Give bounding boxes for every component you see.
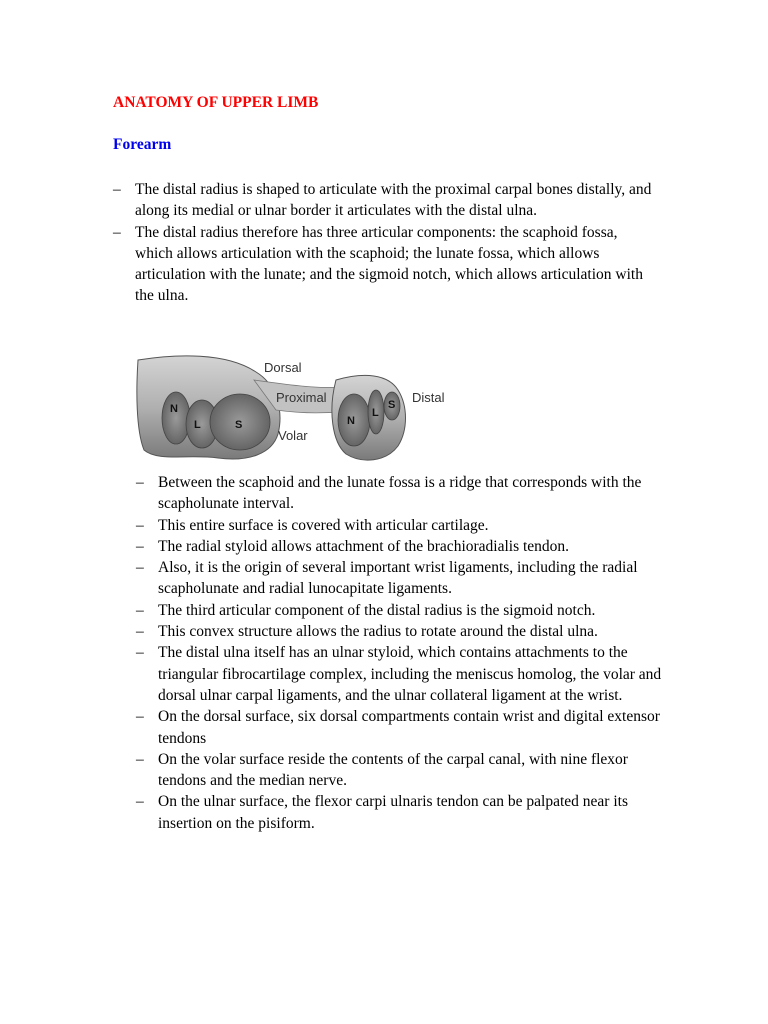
bullet-text: The third articular component of the distal radius is the sigmoid notch. [158,601,596,619]
bullet-item [136,642,666,706]
bullet-item [136,749,666,792]
bullet-dash: – [136,559,144,577]
page-title: ANATOMY OF UPPER LIMB [113,94,319,111]
bone-illustration [136,350,452,468]
label-volar: Volar [278,428,308,443]
section-heading-forearm: Forearm [113,136,172,153]
bullet-item [136,515,666,536]
bullet-dash: – [136,623,144,641]
bullet-dash: – [136,474,144,491]
bullet-item [136,600,666,621]
bullet-text: The radial styloid allows attachment of the brachioradialis tendon. [158,537,570,555]
bullet-text: The distal radius is shaped to articulate with the proximal carpal bones distally, and along its medial or ulnar border it articulates with the distal ulna. [135,181,652,220]
bullet-text: The distal radius therefore has three articular components: the scaphoid fossa, which allows articulation with the scaphoid; the lunate fossa, which allows articulation with the lunate; and the sigmoid notch, which allows articulation with the ulna. [135,223,643,305]
right-letter-l: L [372,407,379,419]
distal-radius-ulna-figure [136,350,452,468]
bullet-item [136,536,666,557]
bullet-item [136,706,666,749]
bullet-item [136,791,666,834]
detail-bullet-list [136,472,666,834]
bullet-text: The distal ulna itself has an ulnar styloid, which contains attachments to the triangular fibrocartilage complex, including the meniscus homolog, the volar and dorsal ulnar carpal ligaments, and the ulnar collateral ligament at the wrist. [158,644,662,704]
bullet-text: This entire surface is covered with articular cartilage. [158,516,489,534]
bullet-text: On the volar surface reside the contents of the carpal canal, with nine flexor tendons and the median nerve. [158,750,628,790]
bullet-dash: – [136,516,144,534]
left-letter-s: S [235,419,243,431]
bullet-item [113,179,653,222]
right-letter-n: N [347,415,355,427]
label-dorsal: Dorsal [264,360,302,375]
bullet-text: This convex structure allows the radius to rotate around the distal ulna. [158,623,598,641]
bullet-item [136,472,666,515]
bullet-dash: – [136,537,144,555]
bullet-dash: – [136,601,144,619]
bullet-dash: – [136,644,144,662]
label-distal: Distal [412,390,445,405]
bullet-text: On the ulnar surface, the flexor carpi ulnaris tendon can be palpated near its insertion on the pisiform. [158,793,628,832]
bullet-dash: – [136,750,144,768]
left-letter-l: L [194,419,201,431]
bullet-text: Also, it is the origin of several important wrist ligaments, including the radial scapholunate and radial lunocapitate ligaments. [158,559,638,598]
label-proximal: Proximal [276,390,327,405]
bullet-dash: – [136,793,144,811]
left-fossa-n [162,392,190,444]
bullet-dash: – [113,223,121,241]
bullet-text: Between the scaphoid and the lunate fossa is a ridge that corresponds with the scapholunate interval. [158,474,642,513]
bullet-dash: – [136,708,144,726]
intro-bullet-list [113,179,653,307]
bullet-text: On the dorsal surface, six dorsal compartments contain wrist and digital extensor tendons [158,708,660,747]
bullet-item [136,557,666,600]
left-letter-n: N [170,403,178,415]
bullet-dash: – [113,181,121,198]
right-letter-s: S [388,399,396,411]
bullet-item [113,222,653,307]
bullet-item [136,621,666,642]
